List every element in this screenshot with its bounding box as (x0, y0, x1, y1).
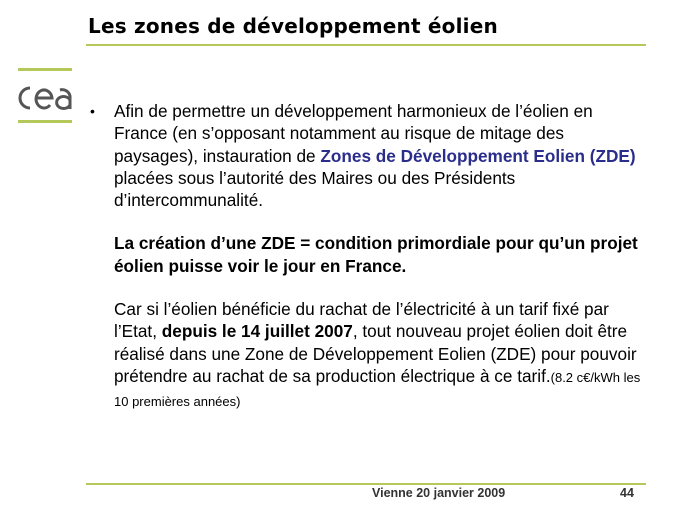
title-underline (86, 44, 646, 46)
logo-bottom-bar (18, 120, 72, 123)
bullet-text (114, 100, 650, 435)
paragraph-1 (114, 100, 650, 211)
footer-date: Vienne 20 janvier 2009 (372, 486, 506, 500)
footer-rule (86, 483, 646, 485)
bullet-marker: • (90, 103, 95, 119)
p3-text-a: Car si l’éolien bénéficie du rachat de l’électricité à un tarif fixé par l’Etat, (114, 299, 609, 342)
slide-title: Les zones de développement éolien (88, 14, 498, 38)
bullet-item (90, 100, 650, 435)
p1-text-a: Afin de permettre un développement harmonieux de l’éolien en France (en s’opposant notamment au risque de mitage des paysages), instauration de (114, 101, 593, 166)
logo-top-bar (18, 68, 72, 71)
p3-text-b: , tout nouveau projet éolien doit être réalisé dans une Zone de Développement Eolien (ZDE) pour pouvoir prétendre au rachat de sa production électrique à ce tarif. (114, 321, 637, 386)
page-number: 44 (620, 486, 634, 500)
slide-body (90, 100, 650, 435)
p3-date-bold: depuis le 14 juillet 2007 (161, 321, 353, 342)
paragraph-2 (114, 232, 650, 277)
tariff-note: (8.2 c€/kWh les 10 premières années) (114, 369, 641, 410)
p2-bold-text: La création d’une ZDE = condition primordiale pour qu’un projet éolien puisse voir le jour en France. (114, 233, 638, 276)
zde-highlight: Zones de Développement Eolien (ZDE) (320, 145, 636, 166)
cea-logo (14, 68, 76, 128)
paragraph-3 (114, 298, 650, 413)
cea-logo-icon (14, 78, 76, 118)
p1-text-b: placées sous l’autorité des Maires ou des Présidents d’intercommunalité. (114, 167, 516, 211)
